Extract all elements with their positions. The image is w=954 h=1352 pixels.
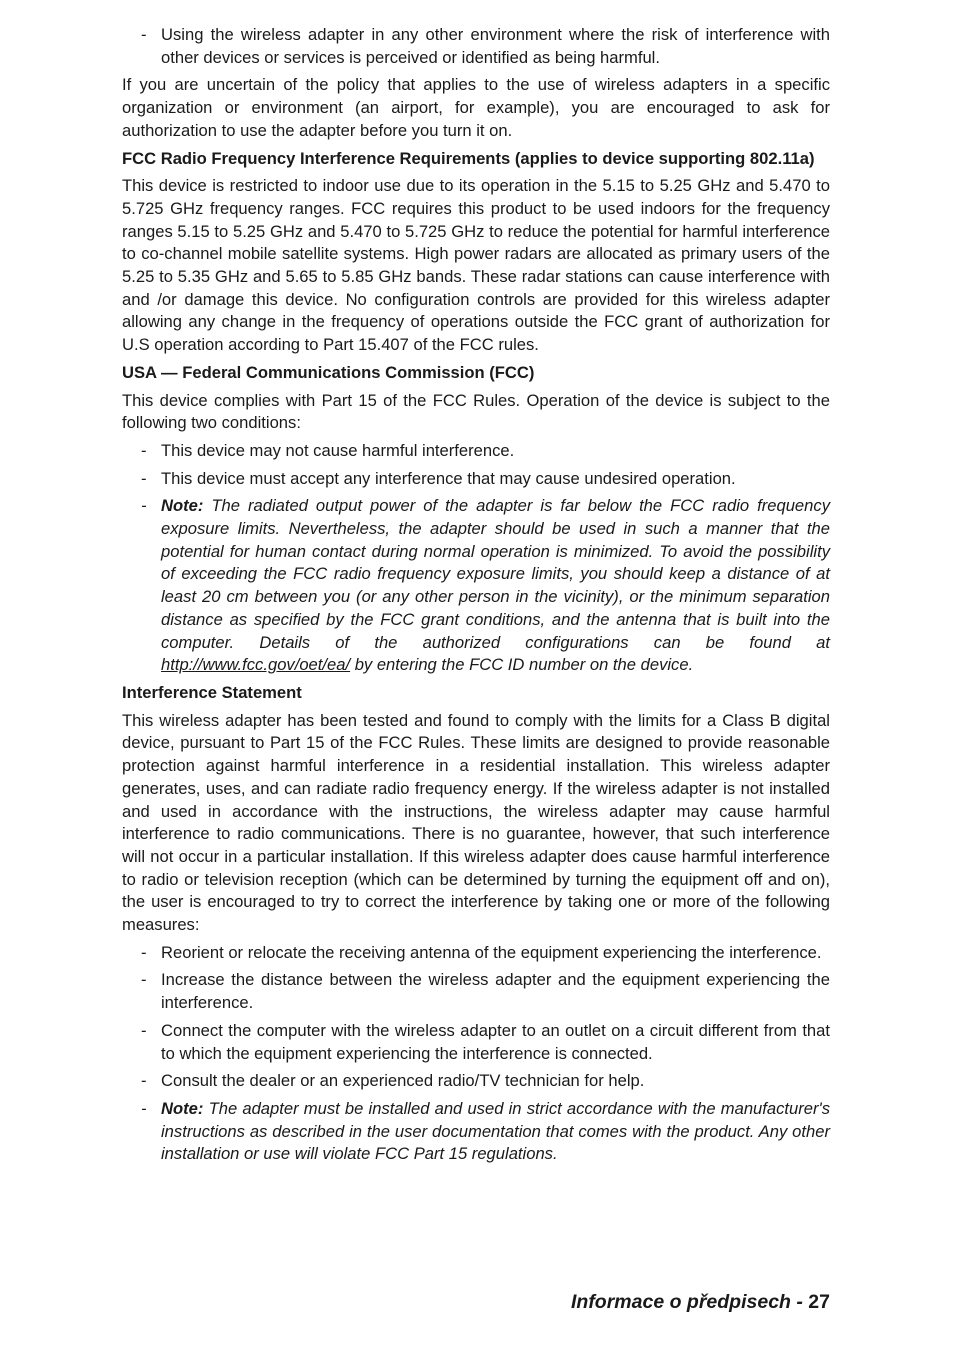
fcc-rf-paragraph: This device is restricted to indoor use due to its operation in the 5.15 to 5.25 GHz and 5.470 to 5.725 GHz frequency ranges. FCC requires this product to be used indoors for the frequency ranges 5.15 to 5.25 GHz and 5.470 to 5.725 GHz to reduce the potential for harmful interference to co-channel mobile satellite systems. High power radars are allocated as primary users of the 5.25 to 5.35 GHz and 5.65 to 5.85 GHz bands. These radar stations can cause interference with and /or damage this device. No configuration controls are provided for this wireless adapter allowing any change in the frequency of operations outside the FCC grant of authorization for U.S operation according to Part 15.407 of the FCC rules.	[122, 176, 830, 355]
usa-fcc-heading: USA — Federal Communications Commission (FCC)	[122, 362, 535, 382]
page-footer	[571, 1291, 830, 1314]
list-dash: -	[141, 440, 147, 460]
list-dash: -	[141, 1071, 147, 1091]
list-dash: -	[141, 942, 147, 962]
list-dash: -	[141, 468, 147, 488]
footer-title: Informace o předpisech -	[570, 1291, 809, 1313]
page-number: 27	[808, 1291, 830, 1313]
interference-heading: Interference Statement	[122, 682, 302, 702]
note-label: Note:	[161, 496, 204, 516]
note-label: Note:	[161, 1098, 204, 1118]
interference-paragraph: This wireless adapter has been tested and found to comply with the limits for a Class B digital device, pursuant to Part 15 of the FCC Rules. These limits are designed to provide reasonable protection against harmful interference in a residential installation. This wireless adapter generates, uses, and can radiate radio frequency energy. If the wireless adapter is not installed and used in accordance with the instructions, the wireless adapter may cause harmful interference to radio communications. There is no guarantee, however, that such interference will not occur in a particular installation. If this wireless adapter does cause harmful interference to radio or television reception (which can be determined by turning the equipment off and on), the user is encouraged to try to correct the interference by taking one or more of the following measures:	[122, 710, 830, 935]
fcc-rf-heading: FCC Radio Frequency Interference Requirements (applies to device supporting 802.11a)	[122, 148, 815, 168]
intro-paragraph: If you are uncertain of the policy that applies to the use of wireless adapters in a specific organization or environment (an airport, for example), you are encouraged to ask for authorization to use the adapter before you turn it on.	[122, 75, 830, 140]
list-item: - This device must accept any interference that may cause undesired operation.	[122, 468, 830, 491]
list-dash: -	[141, 1098, 147, 1118]
list-item: - This device may not cause harmful interference.	[122, 440, 830, 463]
interference-note: - Note: The adapter must be installed and used in strict accordance with the manufacturer's instructions as described in the user documentation that comes with the product. Any other installation or use will violate FCC Part 15 regulations.	[141, 1098, 830, 1164]
list-dash: -	[141, 970, 147, 990]
fcc-link[interactable]: http://www.fcc.gov/oet/ea/	[161, 655, 351, 675]
list-item: - Increase the distance between the wireless adapter and the equipment experiencing the interference.	[141, 970, 830, 1013]
list-item: - Reorient or relocate the receiving antenna of the equipment experiencing the interference.	[122, 942, 830, 965]
document-page	[122, 24, 830, 1171]
list-item: - Consult the dealer or an experienced radio/TV technician for help.	[122, 1070, 830, 1093]
usa-fcc-paragraph: This device complies with Part 15 of the FCC Rules. Operation of the device is subject to the following two conditions:	[122, 390, 830, 433]
fcc-note: - Note: The radiated output power of the adapter is far below the FCC radio frequency exposure limits. Nevertheless, the adapter should be used in such a manner that the potential for human contact during normal operation is minimized. To avoid the possibility of exceeding the FCC radio frequency exposure limits, you should keep a distance of at least 20 cm between you (or any other person in the vicinity), or the minimum separation distance as specified by the FCC grant conditions, and the antenna that is built into the computer. Details of the authorized configurations can be found at http://www.fcc.gov/oet/ea/ by entering the FCC ID number on the device.	[141, 496, 830, 675]
list-dash: -	[141, 25, 147, 44]
list-dash: -	[141, 496, 147, 516]
list-item: - Using the wireless adapter in any other environment where the risk of interference with other devices or services is perceived or identified as being harmful.	[141, 25, 830, 67]
list-dash: -	[141, 1020, 147, 1040]
list-item: - Connect the computer with the wireless adapter to an outlet on a circuit different from that to which the equipment experiencing the interference is connected.	[141, 1020, 830, 1063]
